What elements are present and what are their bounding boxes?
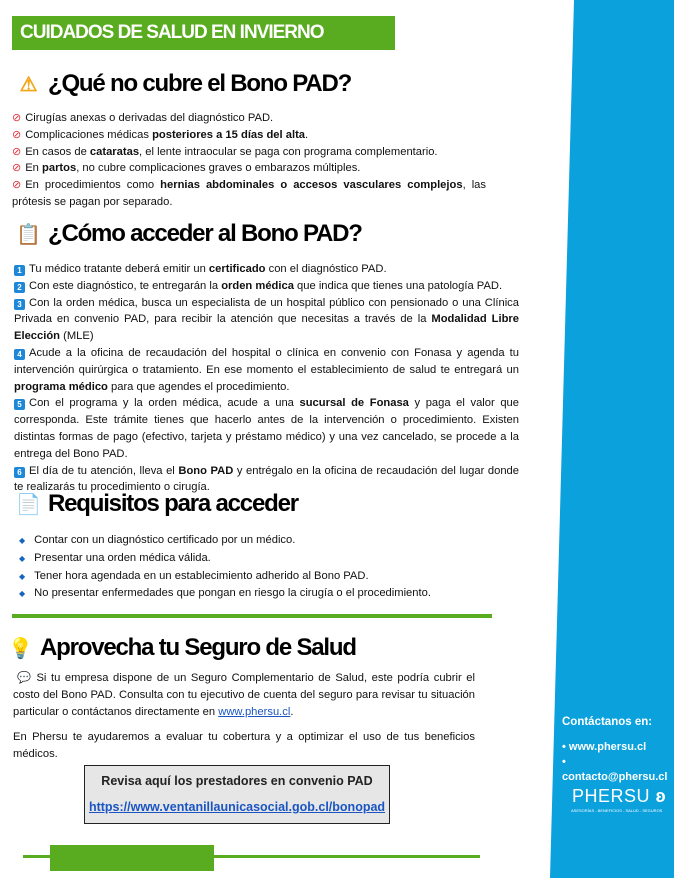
step-item: 1 Tu médico tratante deberá emitir un certificado con el diagnóstico PAD. bbox=[14, 261, 519, 278]
not-covered-list bbox=[12, 110, 486, 211]
clipboard-icon: 📋 bbox=[16, 223, 40, 246]
step-item: 5 Con el programa y la orden médica, acude a una sucursal de Fonasa y paga el valor que corresponda. Este trámite tienes que hacerlo antes de la intervención o procedimiento. Existen distintas formas de pago (efectivo, tarjeta y préstamo médico) y una vez cancelado, se procede a la entrega del Bono PAD. bbox=[14, 397, 519, 460]
section-heading-requisitos bbox=[16, 490, 298, 518]
section-heading-como-acceder bbox=[16, 220, 362, 248]
phersu-link[interactable]: www.phersu.cl bbox=[218, 705, 291, 718]
contact-title: Contáctanos en: bbox=[562, 716, 653, 728]
divider bbox=[12, 614, 492, 618]
requirement-item: ◆ Tener hora agendada en un establecimiento adherido al Bono PAD. bbox=[19, 569, 369, 582]
document-icon: 📄 bbox=[16, 493, 40, 516]
period: . bbox=[290, 705, 294, 718]
prohibited-icon: ⊘ bbox=[12, 145, 22, 158]
contact-list bbox=[562, 740, 674, 785]
heading-text: ¿Qué no cubre el Bono PAD? bbox=[48, 70, 352, 97]
number-badge-icon: 6 bbox=[14, 467, 25, 478]
bullet-icon: ◆ bbox=[19, 589, 26, 599]
prohibited-icon: ⊘ bbox=[12, 112, 22, 124]
steps-list bbox=[14, 261, 519, 496]
heading-text: ¿Cómo acceder al Bono PAD? bbox=[48, 220, 362, 247]
prohibited-icon: ⊘ bbox=[12, 179, 22, 192]
heading-text: Aprovecha tu Seguro de Salud bbox=[40, 634, 356, 661]
not-covered-item: ⊘ En procedimientos como hernias abdominales o accesos vasculares complejos, las prótesis se pagan por separado. bbox=[12, 179, 486, 208]
number-badge-icon: 4 bbox=[14, 349, 25, 360]
not-covered-item: ⊘ Cirugías anexas o derivadas del diagnóstico PAD. bbox=[12, 112, 274, 124]
step-item: 2 Con este diagnóstico, te entregarán la orden médica que indica que tienes una patología PAD. bbox=[14, 278, 519, 295]
contact-web[interactable]: • www.phersu.cl bbox=[562, 741, 647, 753]
lightbulb-icon: 💡 bbox=[8, 637, 32, 660]
bullet-icon: ◆ bbox=[19, 553, 26, 563]
logo-tagline: ASESORÍAS - BENEFICIOS - SALUD - SEGUROS bbox=[571, 808, 663, 813]
step-item: 3 Con la orden médica, busca un especialista de un hospital público con pensionado o una Clínica Privada en convenio PAD, para recibir la atención que necesitas a través de la Modalidad Libre Elección (MLE) bbox=[14, 296, 520, 343]
step-item: 6 El día de tu atención, lleva el Bono PAD y entrégalo en la oficina de recaudación del lugar donde te realizarás tu procedimiento o cirugía. bbox=[14, 464, 519, 494]
not-covered-item: ⊘ Complicaciones médicas posteriores a 15 días del alta. bbox=[12, 128, 309, 141]
number-badge-icon: 1 bbox=[14, 265, 25, 276]
number-badge-icon: 2 bbox=[14, 282, 25, 293]
paragraph-1: Si tu empresa dispone de un Seguro Complementario de Salud, este podría cubrir el costo del Bono PAD. Consulta con tu ejecutivo de cuenta del seguro para revisar tu situación particular o contáctanos directamente en bbox=[13, 672, 476, 718]
requirement-item: ◆ Presentar una orden médica válida. bbox=[19, 551, 211, 564]
prestadores-link[interactable]: https://www.ventanillaunicasocial.gob.cl/bonopad bbox=[88, 800, 386, 814]
heading-text: Requisitos para acceder bbox=[48, 490, 298, 517]
requirement-item: ◆ No presentar enfermedades que pongan en riesgo la cirugía o el procedimiento. bbox=[19, 587, 431, 600]
requirement-item: ◆ Contar con un diagnóstico certificado por un médico. bbox=[19, 534, 296, 546]
banner-title: CUIDADOS DE SALUD EN INVIERNO bbox=[12, 16, 395, 50]
not-covered-item: ⊘ En partos, no cubre complicaciones graves o embarazos múltiples. bbox=[12, 162, 361, 175]
speech-bubble-icon: 💬 bbox=[17, 672, 33, 684]
prestadores-box bbox=[84, 765, 390, 824]
prohibited-icon: ⊘ bbox=[12, 128, 22, 141]
warning-icon: ⚠ bbox=[19, 73, 37, 96]
paragraph-2: En Phersu te ayudaremos a evaluar tu cobertura y a optimizar el uso de tus beneficios médicos. bbox=[13, 731, 475, 761]
seguro-text bbox=[13, 670, 475, 763]
box-title: Revisa aquí los prestadores en convenio PAD bbox=[101, 774, 373, 788]
phersu-logo: PHERSU ʚ bbox=[572, 786, 667, 806]
section-heading-seguro bbox=[8, 634, 356, 662]
requirements-list bbox=[14, 532, 494, 603]
not-covered-item: ⊘ En casos de cataratas, el lente intraocular se paga con programa complementario. bbox=[12, 145, 438, 158]
bullet-icon: ◆ bbox=[19, 571, 26, 581]
number-badge-icon: 3 bbox=[14, 299, 25, 310]
bullet-icon: ◆ bbox=[19, 536, 26, 545]
section-heading-no-cubre bbox=[16, 70, 351, 98]
step-item: 4 Acude a la oficina de recaudación del hospital o clínica en convenio con Fonasa y agenda tu intervención quirúrgica o tratamiento. En ese momento el establecimiento de salud te entregará un programa médico para que agendes el procedimiento. bbox=[14, 346, 519, 393]
footer-block bbox=[50, 845, 214, 871]
contact-email[interactable]: • contacto@phersu.cl bbox=[562, 756, 668, 783]
prohibited-icon: ⊘ bbox=[12, 162, 22, 175]
number-badge-icon: 5 bbox=[14, 399, 25, 410]
